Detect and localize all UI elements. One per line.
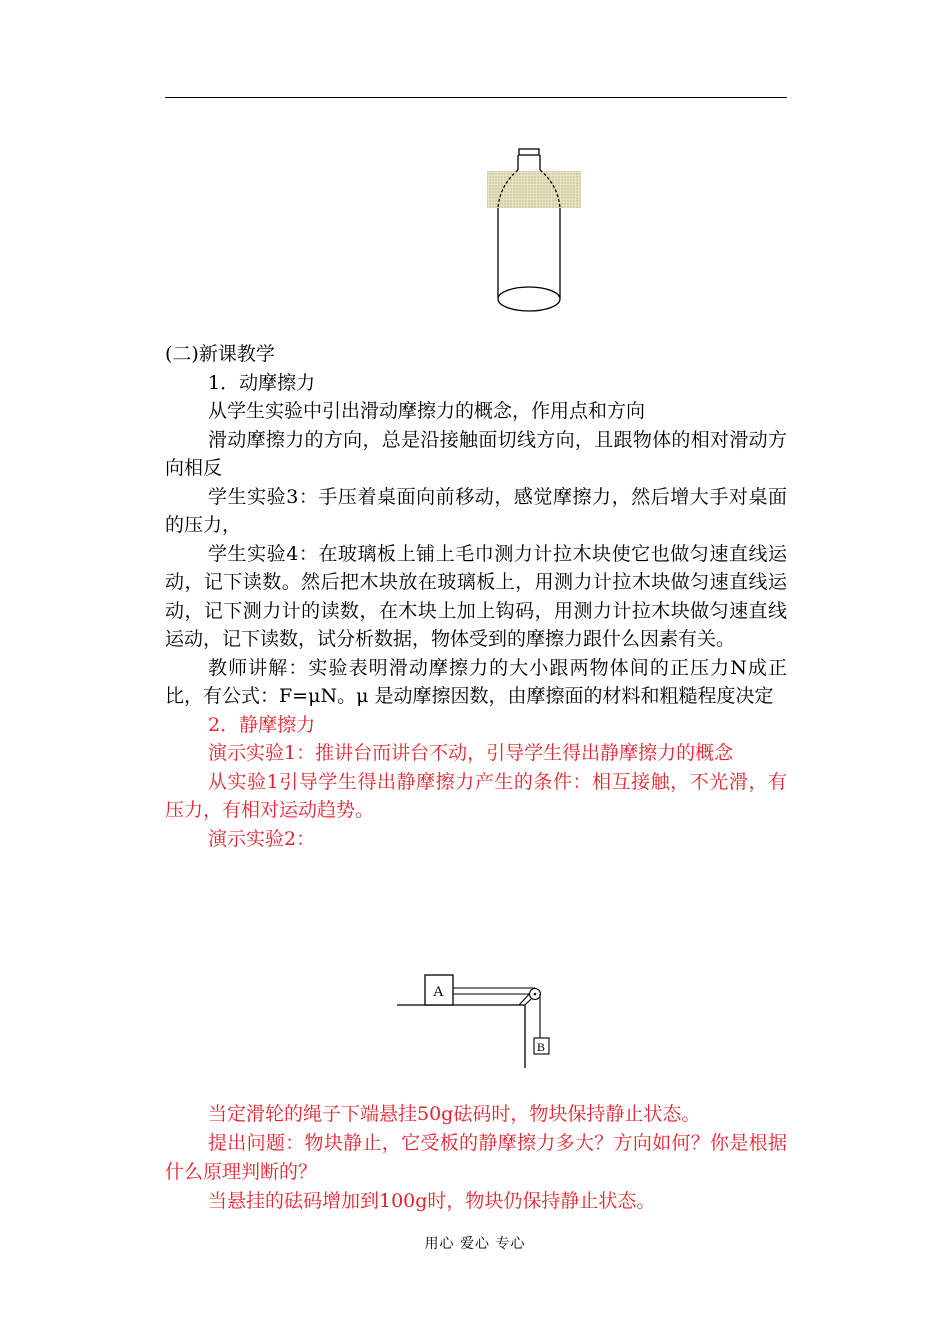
item2-paragraph-5: 提出问题：物块静止，它受板的静摩擦力多大？方向如何？你是根据什么原理判断的？ bbox=[165, 1132, 787, 1183]
header-rule bbox=[165, 97, 787, 98]
item2-paragraph-3: 演示实验2： bbox=[208, 827, 316, 850]
block-a-label: A bbox=[433, 984, 444, 1000]
item2-paragraph-2: 从实验1引导学生得出静摩擦力产生的条件：相互接触，不光滑，有压力，有相对运动趋势。 bbox=[165, 770, 787, 821]
item1-paragraph-1: 从学生实验中引出滑动摩擦力的概念，作用点和方向 bbox=[208, 400, 646, 422]
body-text bbox=[165, 340, 787, 853]
item2-paragraph-1: 演示实验1：推讲台而讲台不动，引导学生得出静摩擦力的概念 bbox=[208, 742, 734, 764]
section-heading: (二)新课教学 bbox=[165, 343, 275, 365]
item1-paragraph-5: 教师讲解：实验表明滑动摩擦力的大小跟两物体间的正压力N成正比，有公式：F=μN。μ 是动摩擦因数，由摩擦面的材料和粗糙程度决定 bbox=[165, 656, 787, 707]
bottle-figure bbox=[480, 140, 590, 320]
item2-paragraph-4: 当定滑轮的绳子下端悬挂50g砝码时，物块保持静止状态。 bbox=[208, 1103, 701, 1125]
item1-paragraph-2: 滑动摩擦力的方向，总是沿接触面切线方向，且跟物体的相对滑动方向相反 bbox=[165, 428, 787, 479]
pulley-diagram bbox=[395, 970, 560, 1070]
item1-paragraph-3: 学生实验3：手压着桌面向前移动，感觉摩擦力，然后增大手对桌面的压力， bbox=[165, 485, 787, 536]
item2-title: 2．静摩擦力 bbox=[208, 713, 316, 736]
item2-paragraph-6: 当悬挂的砝码增加到100g时，物块仍保持静止状态。 bbox=[208, 1190, 656, 1212]
lower-text bbox=[165, 1100, 787, 1216]
item1-title: 1．动摩擦力 bbox=[208, 371, 316, 394]
item1-paragraph-4: 学生实验4：在玻璃板上铺上毛巾测力计拉木块使它也做匀速直线运动，记下读数。然后把木块放在玻璃板上，用测力计拉木块做匀速直线运动，记下测力计的读数，在木块上加上钩码，用测力计拉木块做匀速直线运动，记下读数，试分析数据，物体受到的摩擦力跟什么因素有关。 bbox=[165, 542, 787, 650]
block-b-label: B bbox=[537, 1040, 546, 1054]
page-footer: 用心 爱心 专心 bbox=[424, 1236, 526, 1252]
